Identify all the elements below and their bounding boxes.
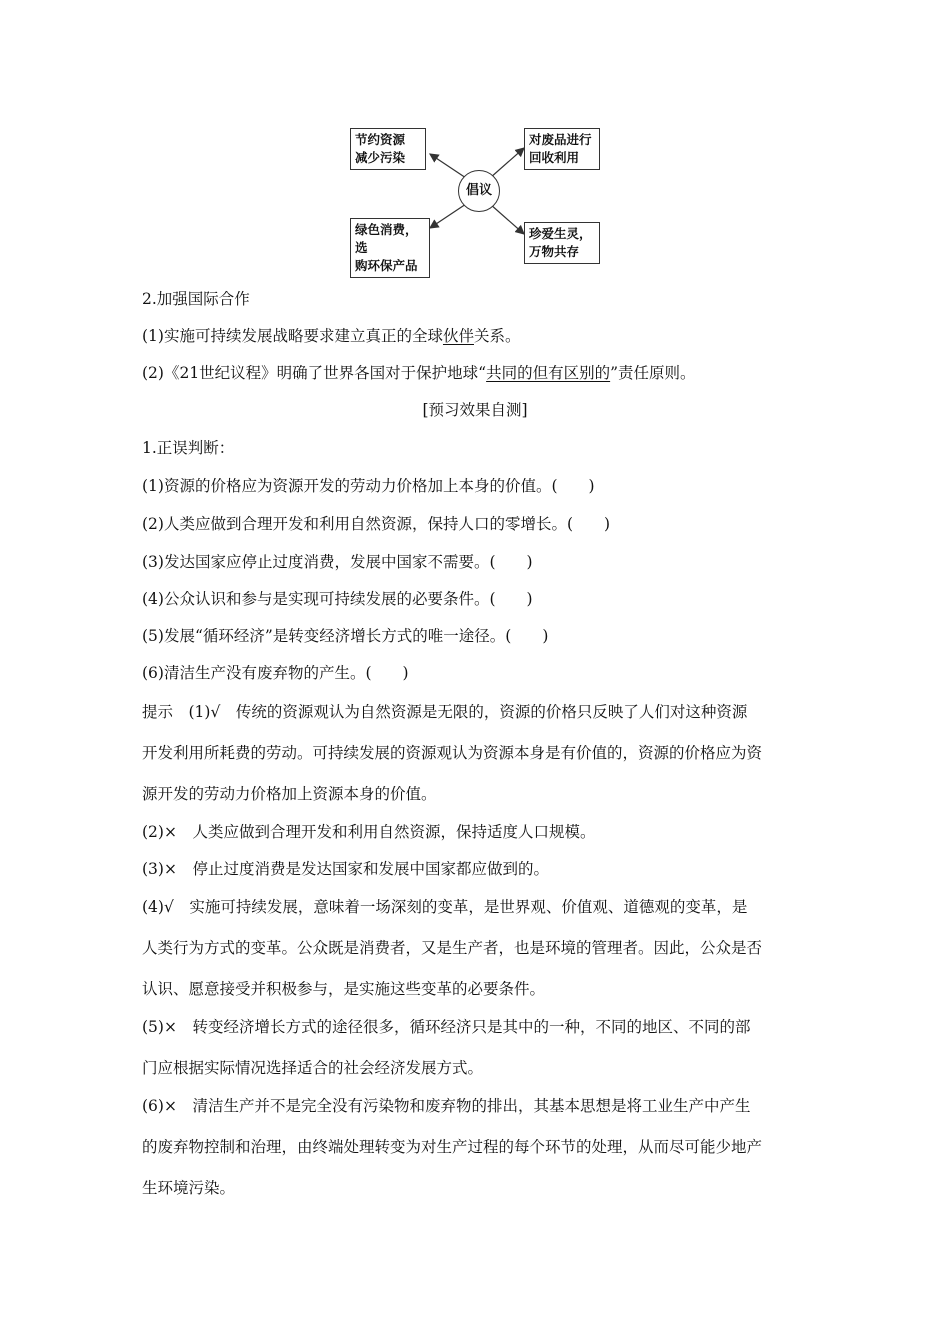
answer-line: (5)× 转变经济增长方式的途径很多，循环经济只是其中的一种，不同的地区、不同的部 [142, 1018, 751, 1036]
section-heading: 2.加强国际合作 [142, 290, 250, 308]
box-line: 绿色消费，选 [355, 222, 418, 255]
answer-line: (3)× 停止过度消费是发达国家和发展中国家都应做到的。 [142, 860, 549, 878]
answer-line: 提示 (1)√ 传统的资源观认为自然资源是无限的，资源的价格只反映了人们对这种资源 [142, 703, 748, 721]
answer-line: 开发利用所耗费的劳动。可持续发展的资源观认为资源本身是有价值的，资源的价格应为资 [142, 744, 763, 762]
question-item: (4)公众认识和参与是实现可持续发展的必要条件。( ) [142, 590, 533, 608]
answer-line: 源开发的劳动力价格加上资源本身的价值。 [142, 785, 437, 803]
answer-line: 人类行为方式的变革。公众既是消费者，又是生产者，也是环境的管理者。因此，公众是否 [142, 939, 763, 957]
text: (2)《21世纪议程》明确了世界各国对于保护地球“ [142, 364, 487, 382]
text: 关系。 [473, 327, 521, 345]
answer-line: 门应根据实际情况选择适合的社会经济发展方式。 [142, 1059, 484, 1077]
answer-line: 生环境污染。 [142, 1179, 236, 1197]
answer-line: (2)× 人类应做到合理开发和利用自然资源，保持适度人口规模。 [142, 823, 596, 841]
text: ”责任原则。 [610, 364, 696, 382]
question-item: (2)人类应做到合理开发和利用自然资源，保持人口的零增长。( ) [142, 515, 611, 533]
underlined-answer: 伙伴 [442, 327, 474, 345]
box-green-consumption [350, 218, 430, 278]
box-line: 购环保产品 [355, 258, 418, 273]
underlined-answer: 共同的但有区别的 [486, 364, 611, 382]
answer-line: 认识、愿意接受并积极参与，是实施这些变革的必要条件。 [142, 980, 546, 998]
box-recycle [524, 128, 600, 170]
box-line: 对废品进行 [529, 132, 592, 147]
box-cherish-life [524, 222, 600, 264]
text: (1)实施可持续发展战略要求建立真正的全球 [142, 327, 443, 345]
paragraph [142, 324, 521, 346]
answer-line: (4)√ 实施可持续发展，意味着一场深刻的变革，是世界观、价值观、道德观的变革，是 [142, 898, 748, 916]
box-line: 节约资源 [355, 132, 406, 147]
section-subtitle: [预习效果自测] [422, 401, 528, 419]
question-item: (6)清洁生产没有废弃物的产生。( ) [142, 664, 409, 682]
answer-line: (6)× 清洁生产并不是完全没有污染物和废弃物的排出，其基本思想是将工业生产中产生 [142, 1097, 751, 1115]
paragraph [142, 361, 696, 383]
center-circle: 倡议 [458, 170, 500, 212]
question-heading: 1.正误判断： [142, 439, 235, 457]
question-item: (1)资源的价格应为资源开发的劳动力价格加上本身的价值。( ) [142, 477, 595, 495]
box-line: 回收利用 [529, 150, 580, 165]
box-line: 万物共存 [529, 244, 580, 259]
proposal-diagram [340, 118, 612, 273]
box-line: 减少污染 [355, 150, 406, 165]
answer-line: 的废弃物控制和治理，由终端处理转变为对生产过程的每个环节的处理，从而尽可能少地产 [142, 1138, 763, 1156]
box-line: 珍爱生灵， [529, 226, 592, 241]
question-item: (5)发展“循环经济”是转变经济增长方式的唯一途径。( ) [142, 627, 549, 645]
question-item: (3)发达国家应停止过度消费，发展中国家不需要。( ) [142, 553, 533, 571]
box-save-resources [350, 128, 426, 170]
